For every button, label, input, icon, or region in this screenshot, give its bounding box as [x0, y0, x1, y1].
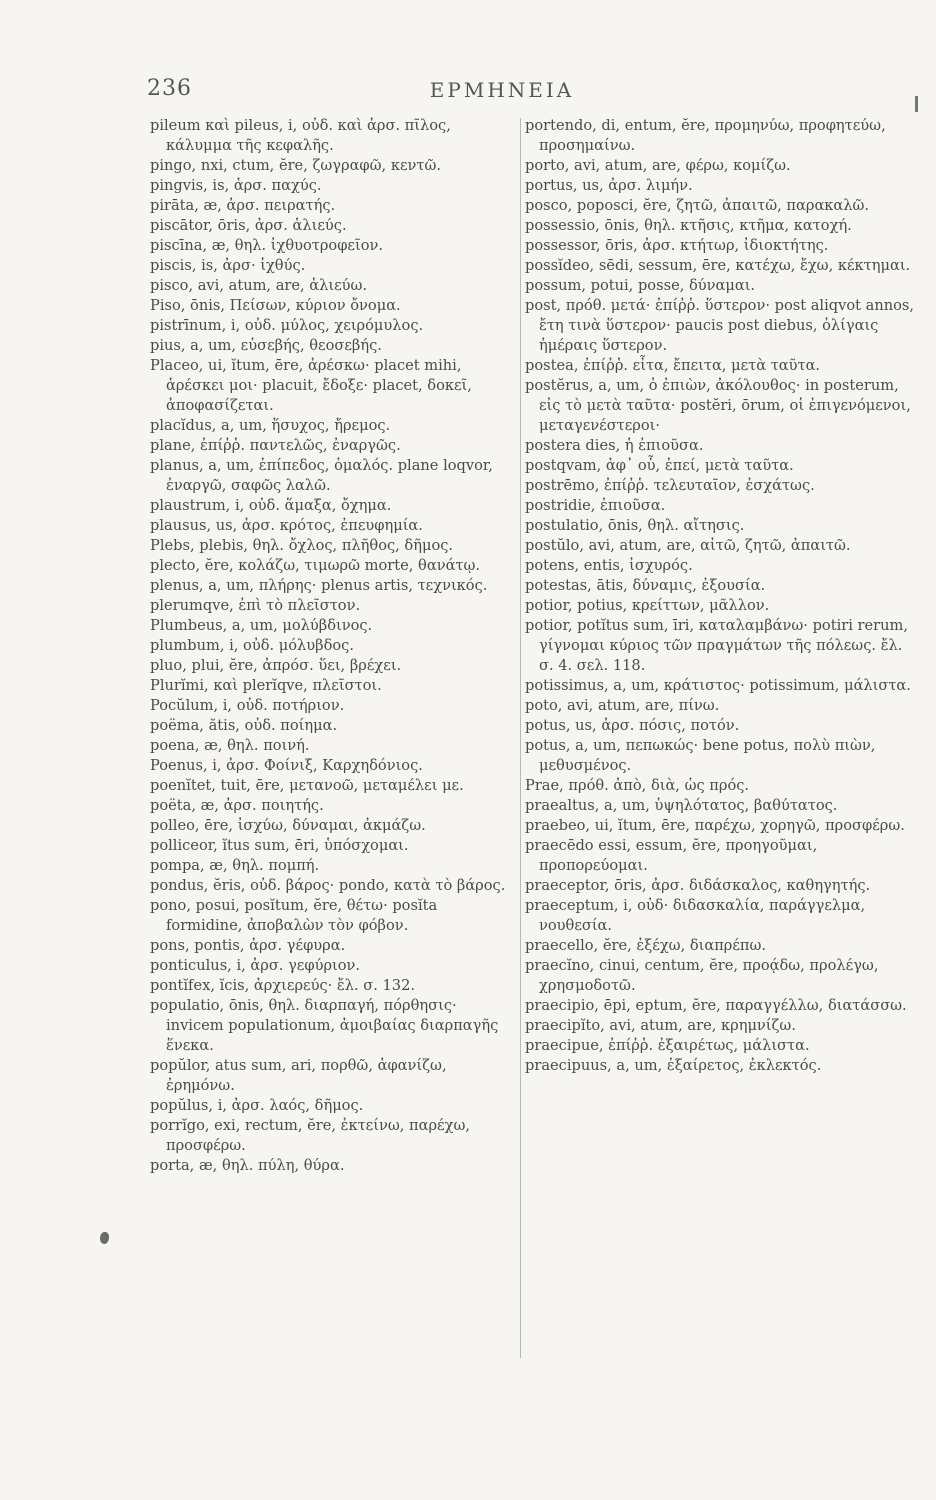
dictionary-entry: postŭlo, avi, atum, are, αἰτῶ, ζητῶ, ἀπαιτῶ.: [525, 537, 851, 554]
dictionary-entry: popŭlor, atus sum, ari, πορθῶ, ἀφανίζω, ἐρημόνω.: [150, 1057, 447, 1094]
dictionary-entry: plumbum, i, οὐδ. μόλυβδος.: [150, 637, 354, 654]
dictionary-entry: post, πρόθ. μετά· ἐπίῤῥ. ὕστερον· post aliqvot annos, ἔτη τινὰ ὕστερον· paucis post diebus, ὀλίγαις ἡμέραις ὕστερον.: [525, 297, 915, 354]
dictionary-entry: pingvis, is, ἀρσ. παχύς.: [150, 177, 322, 194]
column-divider: [520, 118, 521, 1358]
ink-mark: [915, 96, 918, 112]
dictionary-entry: porto, avi, atum, are, φέρω, κομίζω.: [525, 157, 791, 174]
dictionary-entry: postqvam, ἀφ᾽ οὗ, ἐπεί, μετὰ ταῦτα.: [525, 457, 794, 474]
dictionary-entry: praecipuus, a, um, ἐξαίρετος, ἐκλεκτός.: [525, 1057, 822, 1074]
ink-spot: [100, 1232, 109, 1244]
running-title: ΕΡΜΗΝΕΙΑ: [429, 78, 575, 102]
dictionary-entry: plausus, us, ἀρσ. κρότος, ἐπευφημία.: [150, 517, 423, 534]
dictionary-entry: praebeo, ui, ĭtum, ēre, παρέχω, χορηγῶ, προσφέρω.: [525, 817, 905, 834]
dictionary-entry: praecĭno, cinui, centum, ĕre, προᾴδω, προλέγω, χρησμοδοτῶ.: [525, 957, 879, 994]
dictionary-entry: Placeo, ui, ĭtum, ēre, ἀρέσκω· placet mihi, ἀρέσκει μοι· placuit, ἔδοξε· placet, δοκεῖ, ἀποφασίζεται.: [150, 357, 472, 414]
dictionary-entry: Plurĭmi, καὶ plerĭqve, πλεῖστοι.: [150, 677, 382, 694]
dictionary-entry: Piso, ōnis, Πείσων, κύριον ὄνομα.: [150, 297, 401, 314]
dictionary-entry: pons, pontis, ἀρσ. γέφυρα.: [150, 937, 346, 954]
dictionary-entry: possĭdeo, sēdi, sessum, ēre, κατέχω, ἔχω, κέκτημαι.: [525, 257, 911, 274]
dictionary-entry: praeceptor, ōris, ἀρσ. διδάσκαλος, καθηγητής.: [525, 877, 871, 894]
dictionary-entry: posco, poposci, ĕre, ζητῶ, ἀπαιτῶ, παρακαλῶ.: [525, 197, 870, 214]
dictionary-entry: postulatio, ōnis, θηλ. αἴτησις.: [525, 517, 745, 534]
dictionary-entry: Poenus, i, ἀρσ. Φοίνιξ, Καρχηδόνιος.: [150, 757, 423, 774]
dictionary-entry: praealtus, a, um, ὑψηλότατος, βαθύτατος.: [525, 797, 838, 814]
dictionary-entry: Plumbeus, a, um, μολύβδινος.: [150, 617, 373, 634]
dictionary-entry: Pocŭlum, i, οὐδ. ποτήριον.: [150, 697, 345, 714]
dictionary-entry: praeceptum, i, οὐδ· διδασκαλία, παράγγελμα, νουθεσία.: [525, 897, 866, 934]
left-column: [150, 116, 518, 1176]
dictionary-entry: praecello, ĕre, ἐξέχω, διαπρέπω.: [525, 937, 767, 954]
dictionary-entry: poenĭtet, tuit, ēre, μετανοῶ, μεταμέλει με.: [150, 777, 464, 794]
dictionary-entry: populatio, ōnis, θηλ. διαρπαγή, πόρθησις· invicem populationum, ἀμοιβαίας διαρπαγῆς ἕνεκα.: [150, 997, 499, 1054]
dictionary-entry: pono, posui, posĭtum, ĕre, θέτω· posĭta formidine, ἀποβαλὼν τὸν φόβον.: [150, 897, 438, 934]
dictionary-entry: pompa, æ, θηλ. πομπή.: [150, 857, 320, 874]
dictionary-entry: pistrīnum, i, οὐδ. μύλος, χειρόμυλος.: [150, 317, 424, 334]
dictionary-entry: piscis, is, ἀρσ· ἰχθύς.: [150, 257, 306, 274]
page-number: 236: [147, 76, 192, 101]
dictionary-entry: plerumqve, ἐπὶ τὸ πλεῖστον.: [150, 597, 361, 614]
dictionary-entry: pluo, plui, ĕre, ἀπρόσ. ὕει, βρέχει.: [150, 657, 402, 674]
dictionary-entry: postrēmo, ἐπίῤῥ. τελευταῖον, ἐσχάτως.: [525, 477, 815, 494]
dictionary-entry: potestas, ātis, δύναμις, ἐξουσία.: [525, 577, 766, 594]
dictionary-entry: piscīna, æ, θηλ. ἰχθυοτροφεῖον.: [150, 237, 384, 254]
dictionary-entry: potior, potius, κρείττων, μᾶλλον.: [525, 597, 770, 614]
dictionary-entry: pisco, avi, atum, are, ἁλιεύω.: [150, 277, 368, 294]
dictionary-entry: plecto, ĕre, κολάζω, τιμωρῶ morte, θανάτῳ.: [150, 557, 481, 574]
dictionary-entry: pileum καὶ pileus, i, οὐδ. καὶ ἀρσ. πῖλος, κάλυμμα τῆς κεφαλῆς.: [150, 117, 451, 154]
dictionary-entry: potissimus, a, um, κράτιστος· potissimum, μάλιστα.: [525, 677, 911, 694]
dictionary-entry: pondus, ĕris, οὐδ. βάρος· pondo, κατὰ τὸ βάρος.: [150, 877, 506, 894]
dictionary-entry: poto, avi, atum, are, πίνω.: [525, 697, 720, 714]
right-column: [525, 116, 915, 1076]
page-header: [147, 76, 857, 110]
dictionary-entry: poena, æ, θηλ. ποινή.: [150, 737, 310, 754]
dictionary-entry: polliceor, ĭtus sum, ēri, ὑπόσχομαι.: [150, 837, 409, 854]
dictionary-entry: praecēdo essi, essum, ĕre, προηγοῦμαι, προπορεύομαι.: [525, 837, 818, 874]
dictionary-entry: porrĭgo, exi, rectum, ĕre, ἐκτείνω, παρέχω, προσφέρω.: [150, 1117, 470, 1154]
dictionary-entry: praecipĭto, avi, atum, are, κρημνίζω.: [525, 1017, 796, 1034]
dictionary-entry: potus, us, ἀρσ. πόσις, ποτόν.: [525, 717, 740, 734]
dictionary-entry: poëta, æ, ἀρσ. ποιητής.: [150, 797, 324, 814]
dictionary-entry: polleo, ēre, ἰσχύω, δύναμαι, ἀκμάζω.: [150, 817, 426, 834]
dictionary-entry: potior, potĭtus sum, īri, καταλαμβάνω· potiri rerum, γίγνομαι κύριος τῶν πραγμάτων τῆς πόλεως. ἔλ. σ. 4. σελ. 118.: [525, 617, 908, 674]
dictionary-entry: pirāta, æ, ἀρσ. πειρατής.: [150, 197, 336, 214]
dictionary-entry: praecipio, ēpi, eptum, ĕre, παραγγέλλω, διατάσσω.: [525, 997, 907, 1014]
dictionary-entry: potus, a, um, πεπωκώς· bene potus, πολὺ πιὼν, μεθυσμένος.: [525, 737, 876, 774]
dictionary-entry: portendo, di, entum, ĕre, προμηνύω, προφητεύω, προσημαίνω.: [525, 117, 886, 154]
dictionary-entry: praecipue, ἐπίῤῥ. ἐξαιρέτως, μάλιστα.: [525, 1037, 810, 1054]
dictionary-entry: postridie, ἐπιοῦσα.: [525, 497, 666, 514]
dictionary-entry: pontĭfex, ĭcis, ἀρχιερεύς· ἔλ. σ. 132.: [150, 977, 415, 994]
dictionary-entry: possessor, ōris, ἀρσ. κτήτωρ, ἰδιοκτήτης.: [525, 237, 829, 254]
dictionary-entry: planus, a, um, ἐπίπεδος, ὁμαλός. plane loqvor, ἐναργῶ, σαφῶς λαλῶ.: [150, 457, 493, 494]
dictionary-entry: plane, ἐπίῤῥ. παντελῶς, ἐναργῶς.: [150, 437, 401, 454]
dictionary-entry: potens, entis, ἰσχυρός.: [525, 557, 693, 574]
dictionary-entry: poëma, ătis, οὐδ. ποίημα.: [150, 717, 338, 734]
dictionary-entry: plaustrum, i, οὐδ. ἅμαξα, ὄχημα.: [150, 497, 392, 514]
dictionary-entry: postĕrus, a, um, ὁ ἐπιὼν, ἀκόλουθος· in posterum, εἰς τὸ μετὰ ταῦτα· postĕri, ōrum, οἱ ἐπιγενόμενοι, μεταγενέστεροι·: [525, 377, 911, 434]
dictionary-entry: postera dies, ἡ ἐπιοῦσα.: [525, 437, 704, 454]
dictionary-entry: pingo, nxi, ctum, ĕre, ζωγραφῶ, κεντῶ.: [150, 157, 441, 174]
dictionary-entry: porta, æ, θηλ. πύλη, θύρα.: [150, 1157, 345, 1174]
dictionary-entry: Prae, πρόθ. ἀπὸ, διὰ, ὡς πρός.: [525, 777, 750, 794]
dictionary-entry: placĭdus, a, um, ἥσυχος, ἤρεμος.: [150, 417, 391, 434]
dictionary-entry: ponticulus, i, ἀρσ. γεφύριον.: [150, 957, 361, 974]
dictionary-entry: pius, a, um, εὐσεβής, θεοσεβής.: [150, 337, 382, 354]
dictionary-entry: Plebs, plebis, θηλ. ὄχλος, πλῆθος, δῆμος.: [150, 537, 454, 554]
dictionary-entry: plenus, a, um, πλήρης· plenus artis, τεχνικός.: [150, 577, 488, 594]
dictionary-entry: portus, us, ἀρσ. λιμήν.: [525, 177, 693, 194]
dictionary-entry: possum, potui, posse, δύναμαι.: [525, 277, 756, 294]
dictionary-entry: popŭlus, i, ἀρσ. λαός, δῆμος.: [150, 1097, 364, 1114]
dictionary-entry: possessio, ōnis, θηλ. κτῆσις, κτῆμα, κατοχή.: [525, 217, 852, 234]
dictionary-entry: postea, ἐπίῤῥ. εἶτα, ἔπειτα, μετὰ ταῦτα.: [525, 357, 821, 374]
dictionary-entry: piscātor, ōris, ἀρσ. ἁλιεύς.: [150, 217, 347, 234]
